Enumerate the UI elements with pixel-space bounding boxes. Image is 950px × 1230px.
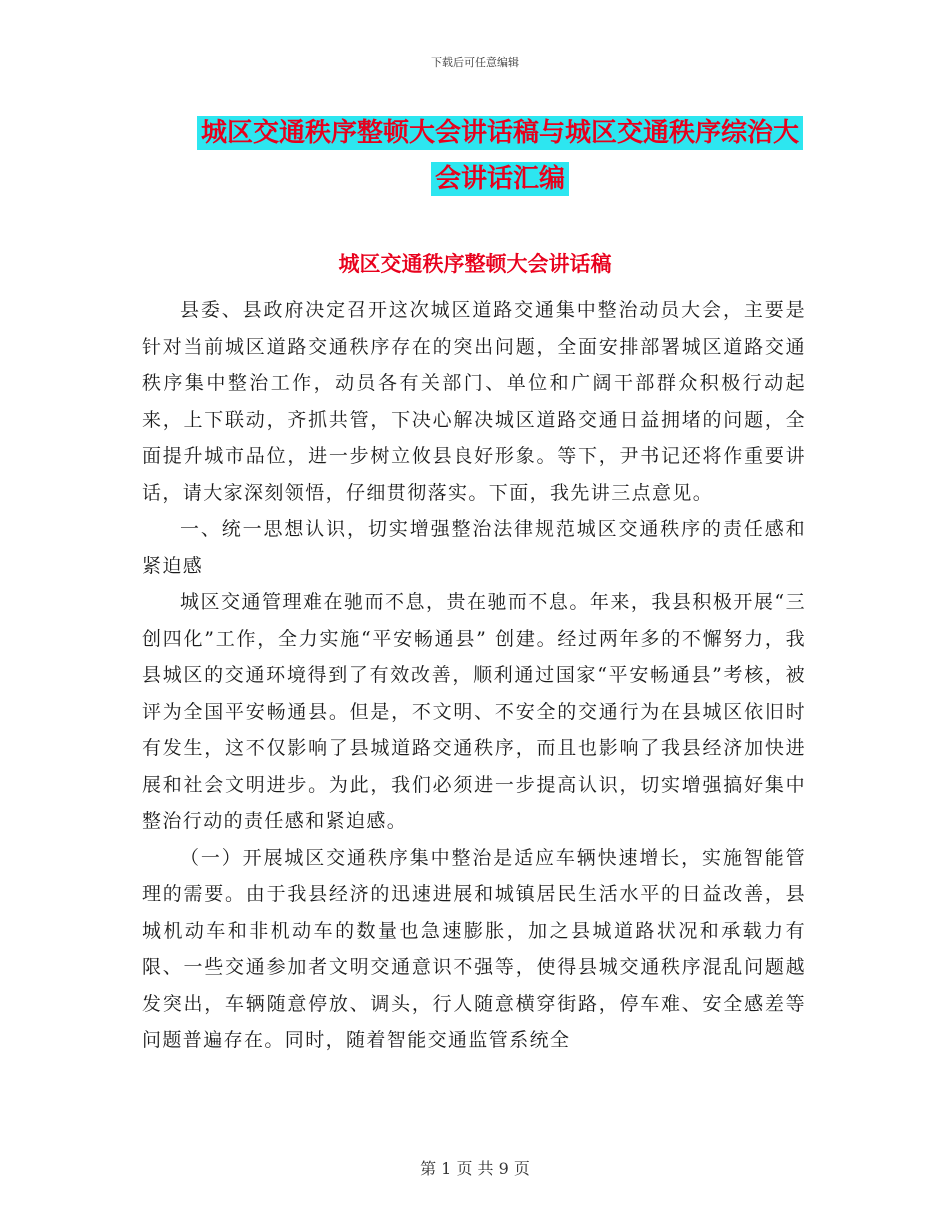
- document-title-line-2: 会讲话汇编: [431, 162, 569, 196]
- document-title: [190, 110, 810, 202]
- page-header-note: 下载后可任意编辑: [431, 56, 519, 69]
- paragraph-3: （一）开展城区交通秩序集中整治是适应车辆快速增长，实施智能管理的需要。由于我县经济的迅速进展和城镇居民生活水平的日益改善，县城机动车和非机动车的数量也急速膨胀，加之县城道路状况和承载力有限、一些交通参加者文明交通意识不强等，使得县城交通秩序混乱问题越发突出，车辆随意停放、调头，行人随意横穿街路，停车难、安全感差等问题普遍存在。同时，随着智能交通监管系统全: [142, 846, 806, 1051]
- document-body: [142, 292, 806, 1059]
- paragraph-intro: 县委、县政府决定召开这次城区道路交通集中整治动员大会，主要是针对当前城区道路交通秩序存在的突出问题，全面安排部署城区道路交通秩序集中整治工作，动员各有关部门、单位和广阔干部群众积极行动起来，上下联动，齐抓共管，下决心解决城区道路交通日益拥堵的问题，全面提升城市品位，进一步树立攸县良好形象。等下，尹书记还将作重要讲话，请大家深刻领悟，仔细贯彻落实。下面，我先讲三点意见。: [142, 299, 806, 504]
- document-title-line-1: 城区交通秩序整顿大会讲话稿与城区交通秩序综治大: [197, 116, 803, 150]
- page-footer: 第 1 页 共 9 页: [420, 1159, 530, 1178]
- section-title: 城区交通秩序整顿大会讲话稿: [338, 251, 612, 276]
- paragraph-2: 城区交通管理难在驰而不息，贵在驰而不息。年来，我县积极开展“三创四化”工作，全力实施“平安畅通县” 创建。经过两年多的不懈努力，我县城区的交通环境得到了有效改善，顺利通过国家“平安畅通县”考核，被评为全国平安畅通县。但是，不文明、不安全的交通行为在县城区依旧时有发生，这不仅影响了县城道路交通秩序，而且也影响了我县经济加快进展和社会文明进步。为此，我们必须进一步提高认识，切实增强搞好集中整治行动的责任感和紧迫感。: [142, 591, 806, 832]
- paragraph-heading-1: 一、统一思想认识，切实增强整治法律规范城区交通秩序的责任感和紧迫感: [142, 518, 806, 577]
